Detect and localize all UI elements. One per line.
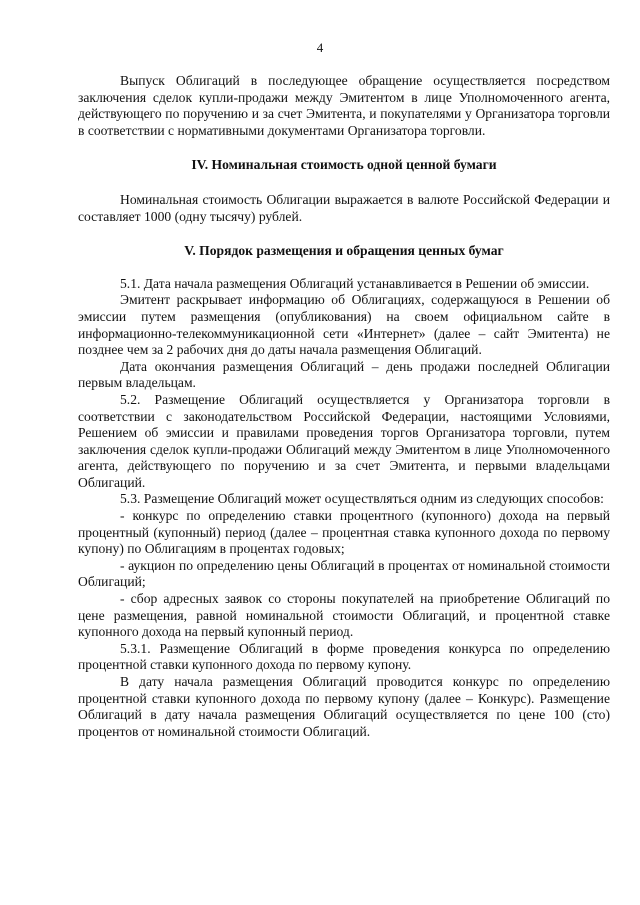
clause-5-2: 5.2. Размещение Облигаций осуществляется у Организатора торговли в соответствии с законодательством Российской Федерации, настоящими Условиями, Решением об эмиссии и правилами проведения торгов Организатора торговли, путем заключения сделок купли-продажи Облигаций между Эмитентом в лице Уполномоченного агента, действующего по поручению и за счет Эмитента, и первыми владельцами Облигаций.: [78, 391, 610, 490]
paragraph-end-date: Дата окончания размещения Облигаций – день продажи последней Облигации первым владельцам.: [78, 358, 610, 391]
clause-5-1: 5.1. Дата начала размещения Облигаций устанавливается в Решении об эмиссии.: [120, 275, 590, 291]
intro-paragraph: Выпуск Облигаций в последующее обращение осуществляется посредством заключения сделок купли-продажи между Эмитентом в лице Уполномоченного агента, действующего по поручению и за счет Эмитента, и покупателями у Организатора торговли в соответствии с нормативными документами Организатора торговли.: [78, 73, 610, 138]
section-4-heading: IV. Номинальная стоимость одной ценной бумаги: [191, 157, 497, 173]
list-item-auction: - аукцион по определению цены Облигаций в процентах от номинальной стоимости Облигаций;: [78, 557, 610, 590]
clause-5-3-1: 5.3.1. Размещение Облигаций в форме проведения конкурса по определению процентной ставки купонного дохода по первому купону.: [78, 640, 610, 673]
page-number: 4: [316, 40, 324, 55]
document-body: [78, 73, 610, 740]
paragraph-disclosure: Эмитент раскрывает информацию об Облигациях, содержащуюся в Решении об эмиссии путем размещения (опубликования) на своем официальном сайте в информационно-телекоммуникационной сети «Интернет» (далее – сайт Эмитента) не позднее чем за 2 рабочих дня до даты начала размещения Облигаций.: [78, 292, 610, 358]
section-5-heading: V. Порядок размещения и обращения ценных бумаг: [184, 243, 504, 259]
clause-5-3: 5.3. Размещение Облигаций может осуществляться одним из следующих способов:: [120, 491, 604, 507]
list-item-bookbuilding: - сбор адресных заявок со стороны покупателей на приобретение Облигаций по цене размещения, равной номинальной стоимости Облигаций, и процентной ставке купонного дохода на первый купонный период.: [78, 591, 610, 640]
section-4-paragraph: Номинальная стоимость Облигации выражается в валюте Российской Федерации и составляет 1000 (одну тысячу) рублей.: [78, 191, 610, 224]
list-item-tender: - конкурс по определению ставки процентного (купонного) дохода на первый процентный (купонный) период (далее – процентная ставка купонного дохода по первому купону) по Облигациям в процентах годовых;: [78, 508, 610, 557]
paragraph-tender-date: В дату начала размещения Облигаций проводится конкурс по определению процентной ставки купонного дохода по первому купону (далее – Конкурс). Размещение Облигаций в дату начала размещения Облигаций осуществляется по цене 100 (сто) процентов от номинальной стоимости Облигаций.: [78, 674, 610, 739]
